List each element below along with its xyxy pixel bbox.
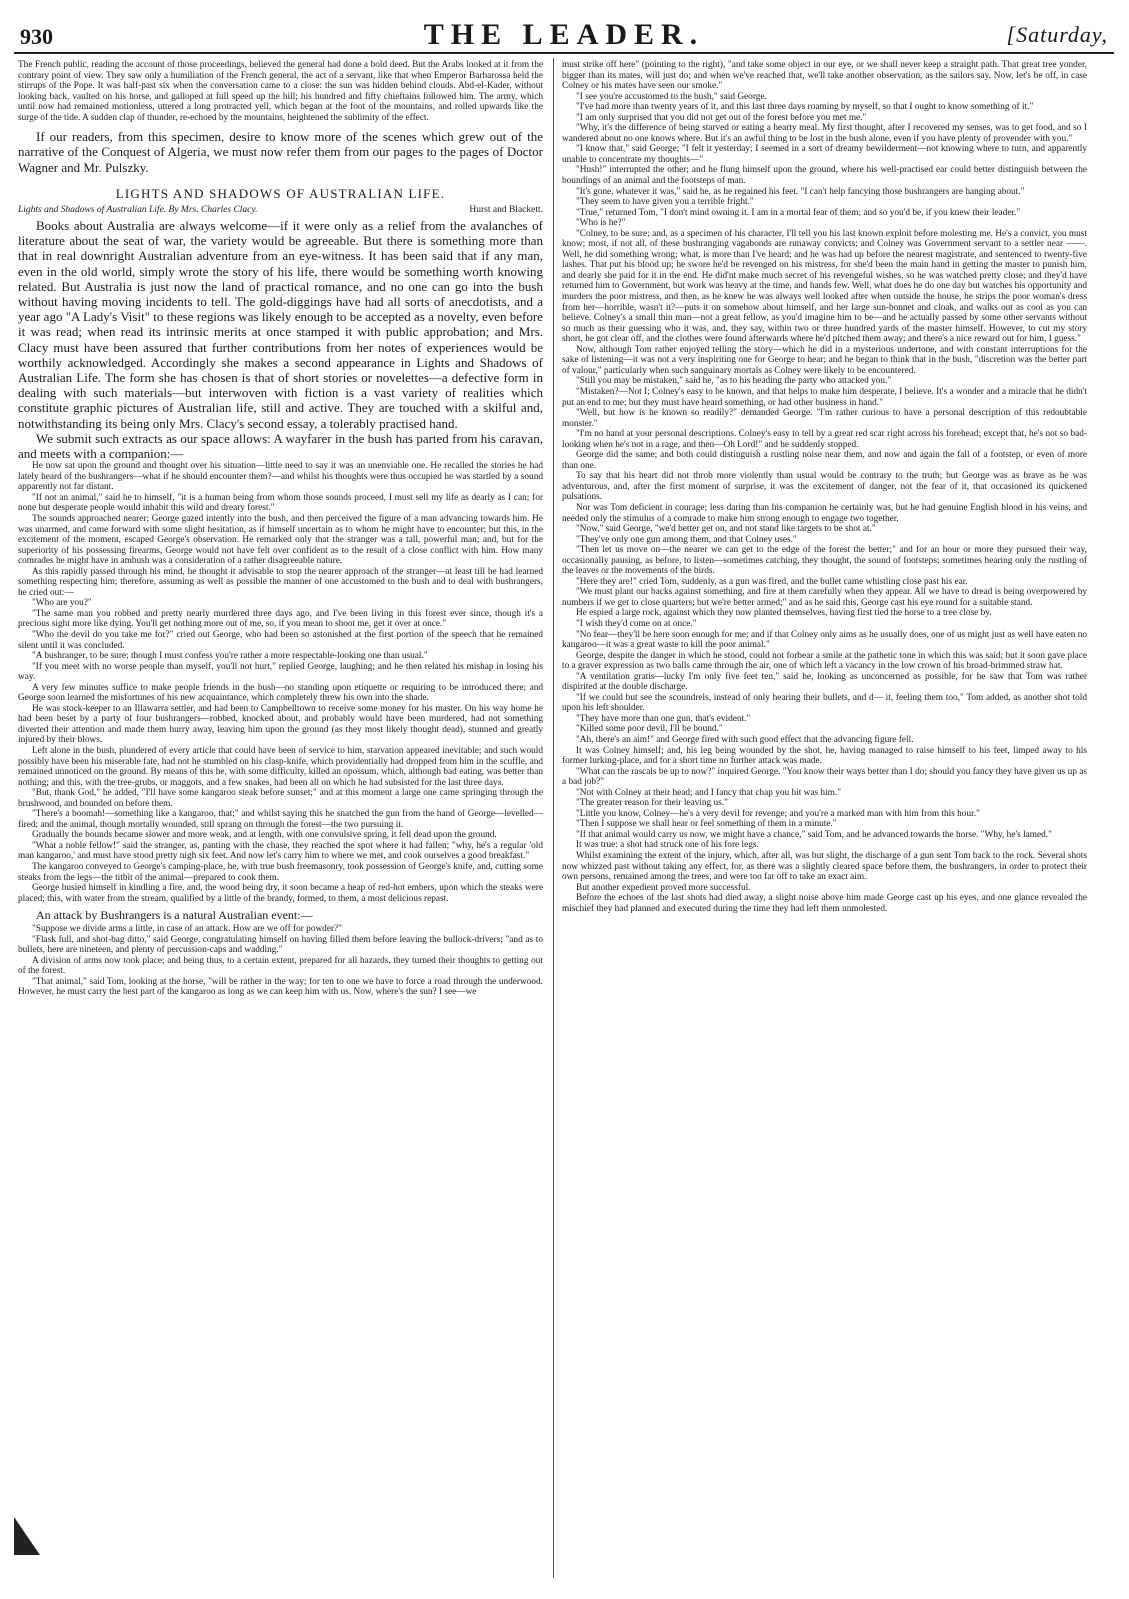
story-paragraph: But another expedient proved more successful.: [576, 882, 751, 893]
story-paragraph: "Little you know, Colney—he's a very devil for revenge; and you're a marked man with him from this hour.": [576, 808, 980, 819]
story-paragraph: "I see you're accustomed to the bush," said George.: [576, 91, 767, 102]
article-byline: [18, 205, 543, 216]
extract: [18, 461, 543, 904]
story-paragraph: "I am only surprised that you did not get out of the forest before you met me.": [576, 112, 867, 123]
extract-paragraph: "Who the devil do you take me for?" cried out George, who had been so astonished at the first portion of the speech that he remained silent until it was concluded.: [18, 629, 543, 651]
extract-paragraph: Left alone in the bush, plundered of every article that could have been of service to him, starvation appeared inevitable; and such would possibly have been his miserable fate, had not he stumbled on his clasp-knife, which providentially had dropped from him in the scuffle, and remained unnoticed on the ground. By means of this he, with some difficulty, killed an opossum, which, although bad eating, was better than nothing; and this, with the tree-grubs, or maggots, and a few snakes, had been all on which he had subsisted for the last three days.: [18, 746, 543, 788]
newspaper-page: [14, 12, 1114, 1592]
extract-paragraph: "The same man you robbed and pretty nearly murdered three days ago, and I've been living in this forest ever since, though it's a precious sight more like dying. You'll get nothing more out of me, so, if you mean to shoot me, get it over at once.": [18, 608, 543, 630]
extract-paragraph: George busied himself in kindling a fire, and, the wood being dry, it soon became a heap of red-hot embers, upon which the steaks were placed; this, with water from the stream, qualified by a little of the brandy, formed, to them, a most delicious repast.: [18, 883, 543, 904]
story-paragraph: "No fear—they'll be here soon enough for me; and if that Colney only aims as he usually does, one of us might just as well have eaten no kangaroo—it was a great waste to kill the poor animal.": [562, 629, 1087, 651]
extract-paragraph: "Who are you?": [32, 598, 92, 609]
extract-paragraph: "What a noble fellow!" said the stranger, as, panting with the chase, they reached the spot where it had fallen; "why, he's a regular 'old man kangaroo,' and must have stood pretty nigh six feet. And now let's carry him to where we met, and cook ourselves a good breakfast.": [18, 840, 543, 862]
closing-paragraph: If our readers, from this specimen, desire to know more of the scenes which grew out of the narrative of the Conquest of Algeria, we must now refer them from our pages to the pages of Doctor Wagner and Mr. Pulszky.: [18, 129, 543, 175]
review-paragraph: We submit such extracts as our space allows: A wayfarer in the bush has parted from his caravan, and meets with a companion:—: [18, 430, 543, 462]
extract-paragraph: The sounds approached nearer; George gazed intently into the bush, and then perceived the figure of a man advancing towards him. He was unarmed, and came forward with some slight hesitation, as if himself uncertain as to whom he might have to encounter; but this, in the excitement of the moment, escaped George's observation. He remarked only that the stranger was a tall, powerful man; and, but for the superiority of his possessing firearms, George would not have felt over confident as to the result of a close conflict with him. How many comrades he might have in ambush was a consideration of a rather disagreeable nature.: [18, 513, 543, 567]
story-paragraph: Now, although Tom rather enjoyed telling the story—which he did in a mysterious undertone, and with constant interruptions for the sake of listening—it was not a very inspiriting one for George to hear; and he began to think that in the bush, "discretion was the better part of valour," particularly when such sanguinary mortals as Colney were likely to be encountered.: [562, 344, 1087, 376]
column-divider: [553, 58, 554, 1578]
story-paragraph: "They seem to have given you a terrible fright.": [576, 197, 754, 208]
right-column: [562, 60, 1087, 1585]
story-paragraph: Nor was Tom deficient in courage; less daring than his companion he certainly was, but he had genuine English blood in his veins, and needed only the stimulus of a comrade to make him strong enough to engage two together.: [562, 502, 1087, 524]
story-paragraph: "A ventilation gratis—lucky I'm only five feet ten," said he, looking as unconcerned as possible, for he saw that Tom was rather dispirited at the double discharge.: [562, 671, 1087, 693]
page-corner-shadow: [14, 1517, 40, 1555]
extract-paragraph: He was stock-keeper to an Illawarra settler, and had been to Campbelltown to receive some money for his master. On his way home he had been beset by a party of four bushrangers—robbed, knocked about, and probably would have been murdered, had not something diverted their attention and made them hurry away, leaving him upon the ground (as they most likely thought dead), stunned and greatly injured by their blows.: [18, 703, 543, 746]
story-paragraph: George did the same; and both could distinguish a rustling noise near them, and now and again the fall of a footstep, or even of more than one.: [562, 450, 1087, 471]
extract-paragraph: A very few minutes suffice to make people friends in the bush—no standing upon etiquette or requiring to be introduced there; and George soon learned the misfortunes of his new acquaintance, which completely threw his own into the shade.: [18, 682, 543, 704]
story-paragraph: Whilst examining the extent of the injury, which, after all, was but slight, the discharge of a gun sent Tom back to the rock. Several shots now whizzed past without taking any effect, for, as there was a slightly cleared space before them, the bushrangers, in order to protect their own persons, remained among the trees, and were too far off to take an exact aim.: [562, 851, 1087, 883]
story-paragraph: "Who is he?": [576, 218, 626, 229]
header-rule: [14, 52, 1114, 54]
extract-paragraph: The kangaroo conveyed to George's camping-place, he, with true bush freemasonry, took possession of George's knife, and, cutting some steaks from the legs—the titbit of the animal—prepared to cook them.: [18, 862, 543, 883]
extract-paragraph: Gradually the bounds became slower and more weak, and at length, with one convulsive spring, it fell dead upon the ground.: [32, 830, 497, 841]
byline-publisher: Hurst and Blackett.: [469, 205, 543, 216]
story-paragraph: "Well, but how is he known so readily?" demanded George. "I'm rather curious to have a personal description of this redoubtable monster.": [562, 408, 1087, 429]
masthead-title: THE LEADER.: [423, 18, 705, 51]
story-paragraph: "True," returned Tom, "I don't mind owning it. I am in a mortal fear of them; and so you'd be, if you knew their leader.": [576, 207, 1021, 218]
page-header: [14, 12, 1114, 51]
story-paragraph: "Still you may be mistaken," said he, "as to his heading the party who attacked you.": [576, 376, 892, 387]
story-paragraph: It was Colney himself; and, his leg being wounded by the shot, he, having managed to raise himself to his feet, limped away to his former lurking-place, and for a short time no further attack was made.: [562, 745, 1087, 767]
extract-paragraph: "But, thank God," he added, "I'll have some kangaroo steak before sunset;" and at this moment a large one came springing through the brushwood, and bounded on before them.: [18, 788, 543, 809]
page-number: 930: [20, 24, 53, 49]
extract-paragraph: "There's a boomah!—something like a kangaroo, that;" and whilst saying this he snatched the gun from the hand of George—levelled—fired; and the animal, though mortally wounded, still sprang on through the forest—the two pursuing it.: [18, 809, 543, 830]
extract-paragraph: "A bushranger, to be sure; though I must confess you're rather a more respectable-looking one than usual.": [32, 651, 428, 662]
extract-paragraph: "If you meet with no worse people than myself, you'll not hurt," replied George, laughing; and he then related his mishap in losing his way.: [18, 661, 543, 683]
story-paragraph: "What can the rascals be up to now?" inquired George. "You know their ways better than I do; should you fancy they have given us up as a bad job?": [562, 766, 1087, 788]
extract-paragraph: "If not an animal," said he to himself, "it is a human being from whom those sounds proceed, I must sell my life as dearly as I can; for none but desperate people would inhabit this wild and dreary forest.": [18, 492, 543, 514]
story-paragraph: George, despite the danger in which he stood, could not forbear a smile at the pathetic tone in which this was said; but it soon gave place to a graver expression as two balls came through the air, one of which left a vacancy in the low crown of his broad-brimmed straw hat.: [562, 650, 1087, 672]
review-paragraph: Books about Australia are always welcome—if it were only as a relief from the avalanches of literature about the seat of war, the variety would be agreeable. But there is something more than that in real downright Australian adventure from an eye-witness. It has been said that if any man, even in the old world, simply wrote the story of his life, there would be something worth knowing related. But Australia is just now the land of practical romance, and no one can go into the bush without having moving incidents to tell. The gold-diggings have had all sorts of anecdotists, and a year ago "A Lady's Visit" to these regions was likely enough to be accepted as a novelty, even before it was read; when read its intrinsic merits at once stamped it with public approbation; and Mrs. Clacy must have been assured that further contributions from her notes of experiences would be worthily acknowledged. Accordingly she makes a second appearance in Lights and Shadows of Australian Life. The form she has chosen is that of short stories or novelettes—a defective form in dealing with such materials—but interwoven with fiction is a vast variety of realities which constitute graphic pictures of Australian life, still and active. They are touched with a skilful and, notwithstanding its being only Mrs. Clacy's second essay, a tolerably practised hand.: [18, 217, 543, 431]
story-paragraph: "If that animal would carry us now, we might have a chance," said Tom, and he advanced towards the horse. "Why, he's lamed.": [576, 829, 1052, 840]
story-paragraph: "Now," said George, "we'd better get on, and not stand like targets to be shot at.": [576, 524, 876, 535]
story-paragraph: "I'm no hand at your personal descriptions. Colney's easy to tell by a great red scar right across his forehead; except that, he's not so bad-looking when he's not in a rage, and then—Oh Lord!" and he suddenly stopped.: [562, 429, 1087, 450]
story-paragraph: "Colney, to be sure; and, as a specimen of his character, I'll tell you his last known exploit before molesting me. He's a convict, you must know; most, if not all, of these bushranging vagabonds are runaway convicts; and Colney was Government servant to a settler near ——. Well, he did something wrong; what, is more than I've heard; and he was had up before the nearest magistrate, and sentenced to twenty-five lashes. That put his blood up; he swore he'd be revenged on his mistress, for she'd been the main hand in getting the master to punish him, and dearly she paid for it in the end. He did'nt make much secret of his revengeful wishes, so he was watched pretty close; and they'd have returned him to Government, but work was heavy at the time, and hands few. Well, what does he do one day but watches his opportunity and murders the poor mistress, and then, as he knew he was always well looked after when outside the house, he strips the poor woman's dress from her—horrible, wasn't it?—puts it on somehow about himself, and her large sun-bonnet and cloak, and walks out as cool as you can believe. Colney's a small thin man—not a great fellow, as you'd imagine him to be—and he actually passed by some other servants without so much as their guessing who it was, and, they say, within two or three hundred yards of the master himself. However, to cut my story short, he got clear off, and the clothes were found afterwards where he'd pitched them away; and there's a nice reward out for him, I guess.": [562, 228, 1087, 345]
article-title: LIGHTS AND SHADOWS OF AUSTRALIAN LIFE.: [115, 185, 446, 201]
intro-paragraph: The French public, reading the account of those proceedings, believed the general had done a bold deed. But the Arabs looked at it from the contrary point of view. They saw only a humiliation of the French general, the act of a servant, like that when Emperor Barbarossa held the stirrups of the Pope. It was half-past six when the conversation came to a close: the sun was hidden behind clouds. Abd-el-Kader, without looking back, vaulted on his horse, and galloped at full speed up the hill; his hundred and fifty chieftains followed him. The army, which until now had remained motionless, uttered a long protracted yell, which began at the foot of the mountains, and rolled upwards like the surge of the tide. A sudden clap of thunder, re-echoed by the mountains, heightened the sublimity of the effect.: [18, 60, 543, 123]
story-paragraph: "Then I suppose we shall hear or feel something of them in a minute.": [576, 819, 837, 830]
left-column: [18, 60, 543, 1585]
story-paragraph: "I've had more than twenty years of it, and this last three days roaming by myself, so that I ought to know something of it.": [576, 102, 1034, 113]
story-paragraph: "Mistaken?—Not I; Colney's easy to be known, and that helps to make him desperate, I believe. It's a wonder and a miracle that he didn't put an end to me; but they must have heard something, or had other business in hand.": [562, 386, 1087, 408]
story-paragraph: "It's gone, whatever it was," said he, as he regained his feet. "I can't help fancying those bushrangers are hanging about.": [576, 186, 1025, 197]
story-paragraph: "I wish they'd come on at once.": [576, 618, 697, 629]
story-paragraph: "The greater reason for their leaving us.": [576, 798, 728, 809]
story-paragraph: "Then let us move on—the nearer we can get to the edge of the forest the better;" and for an hour or more they pursued their way, occasionally pausing, as before, to listen—sometimes catching, they thought, the sound of footsteps; sometimes hearing only the rustling of the leaves or the movements of the birds.: [562, 545, 1087, 577]
issue-day: [Saturday,: [1006, 22, 1108, 47]
story-paragraph: "They have more than one gun, that's evident.": [576, 713, 751, 724]
story-paragraph: "Hush!" interrupted the other; and he flung himself upon the ground, where his well-practised ear could better distinguish between the boundings of an animal and the footsteps of man.: [562, 165, 1087, 187]
story-paragraph: must strike off here" (pointing to the right), "and take some object in our eye, or we shall never keep a straight path. That great tree yonder, bigger than its mates, will just do; and when we've reached that, we'll take another observation, as the sailors say. Now, let's be off, in case Colney or his mates have seen our smoke.": [562, 60, 1087, 92]
story-paragraph: "They've only one gun among them, and that Colney uses.": [576, 534, 797, 545]
story-paragraph: He espied a large rock, against which they now planted themselves, having first tied the horse to a tree close by.: [576, 608, 992, 619]
subheading: An attack by Bushrangers is a natural Australian event:—: [36, 908, 313, 923]
attack-paragraph: "That animal," said Tom, looking at the horse, "will be rather in the way; for ten to one we have to force a road through the underwood. However, he must carry the best part of the kangaroo as long as we can keep him with us. Now, where's the sun? I see—we: [18, 976, 543, 998]
story-paragraph: "I know that," said George; "I felt it yesterday; I seemed in a sort of dreamy bewilderment—not knowing where to turn, and apparently unable to concentrate my thoughts—": [562, 144, 1087, 165]
story-paragraph: "Why, it's the difference of being starved or eating a hearty meal. My first thought, after I recovered my senses, was to get food, and so I wandered about no one knows where. But it's an awful thing to be lost in the bush alone, even if you have plenty of provender with you.": [562, 123, 1087, 144]
attack-paragraph: "Flask full, and shot-bag ditto," said George, congratulating himself on having filled them before leaving the bullock-drivers; "and as to bullets, here are nineteen, and plenty of percussion-caps and wadding.": [18, 934, 543, 956]
byline-title: Lights and Shadows of Australian Life. By Mrs. Charles Clacy.: [18, 205, 258, 216]
story-paragraph: "Ah, there's an aim!" and George fired with such good effect that the advancing figure fell.: [576, 735, 914, 745]
attack-paragraph: "Suppose we divide arms a little, in case of an attack. How are we off for powder?": [32, 924, 342, 935]
story-paragraph: "Here they are!" cried Tom, suddenly, as a gun was fired, and the bullet came whistling close past his ear.: [576, 576, 968, 587]
extract-paragraph: As this rapidly passed through his mind, he thought it advisable to stop the nearer approach of the stranger—at least till he had learned something respecting him; therefore, assuming as well as possible the manner of one accustomed to the bush and to deal with bushrangers, he cried out:—: [18, 566, 543, 598]
story-paragraph: To say that his heart did not throb more violently than usual would be contrary to the truth; but George was as brave as he was adventurous, and, after the first moment of surprise, it was the excitement of danger, not the fear of it, that occasioned its quickened pulsations.: [562, 471, 1087, 503]
extract-paragraph: He now sat upon the ground and thought over his situation—little need to say it was an unenviable one. He recalled the stories he had lately heard of the bushrangers—what if he should encounter them?—and whilst his thoughts were thus occupied he was startled by a sound apparently not far distant.: [18, 461, 543, 493]
story-paragraph: "Killed some poor devil, I'll be bound.": [576, 724, 723, 735]
story-paragraph: "If we could but see the scoundrels, instead of only hearing their bullets, and d— it, feeling them too," Tom added, as another shot told upon his left shoulder.: [562, 692, 1087, 714]
attack-paragraph: A division of arms now took place; and being thus, to a certain extent, prepared for all hazards, they turned their thoughts to getting out of the forest.: [18, 955, 543, 977]
story-paragraph: Before the echoes of the last shots had died away, a slight noise above him made George cast up his eyes, and one glance revealed the mischief they had planned and executed during the time they had left them unmolested.: [562, 893, 1087, 914]
story-paragraph: "Not with Colney at their head; and I fancy that chap you hit was him.": [576, 787, 841, 798]
story-paragraph: "We must plant our backs against something, and fire at them carefully when they appear. All we have to dread is being overpowered by numbers if we get to close quarters; but we're better armed;" and as he said this, George cast his eye round for a suitable stand.: [562, 587, 1087, 608]
story-paragraph: It was true: a shot had struck one of his fore legs.: [576, 840, 759, 851]
